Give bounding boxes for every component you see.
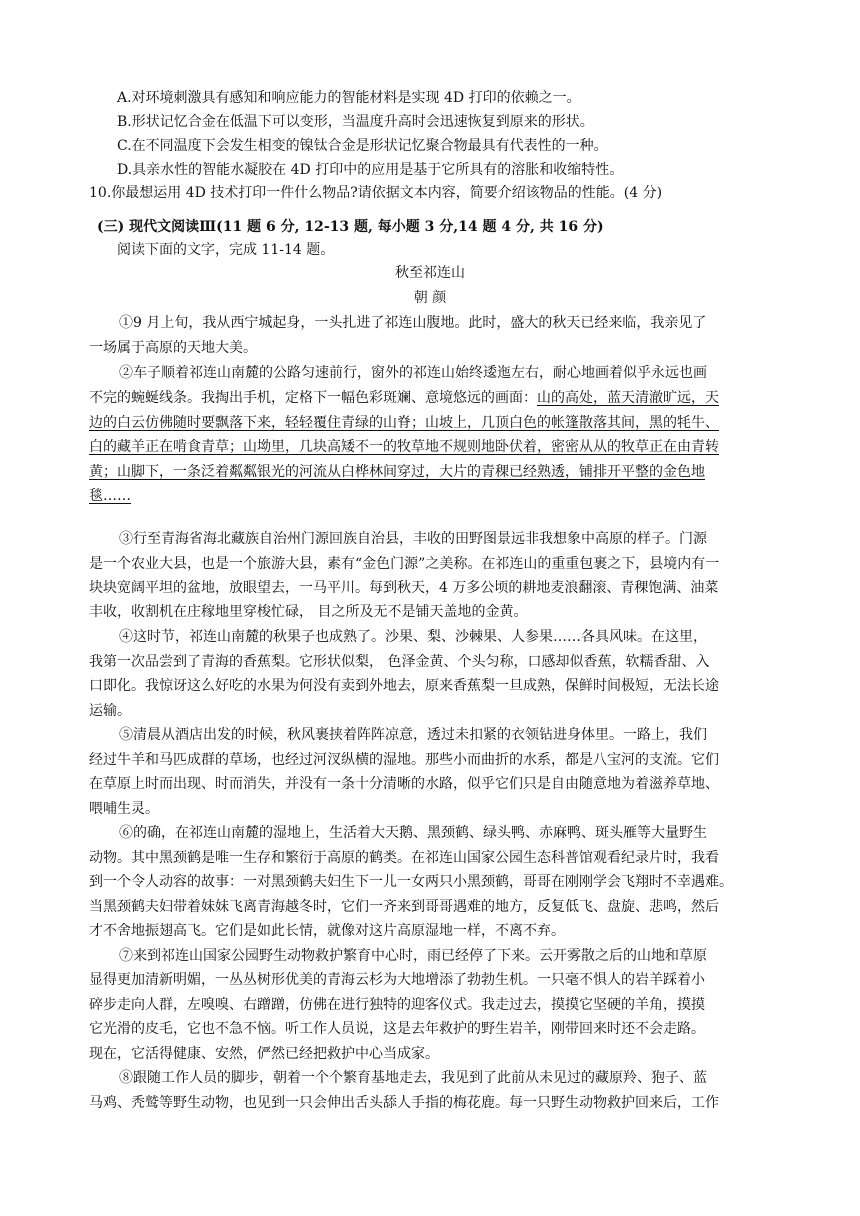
paragraph-6-line: 当黑颈鹤夫妇带着妹妹飞离青海越冬时，它们一齐来到哥哥遇难的地方，反复低飞、盘旋、悲鸣，然后 bbox=[89, 899, 719, 915]
paragraph-4-line: 运输。 bbox=[89, 703, 131, 719]
question-10: 10.你最想运用 4D 技术打印一件什么物品?请依据文本内容，简要介绍该物品的性能。(4 分) bbox=[89, 185, 663, 201]
instruction: 阅读下面的文字，完成 11-14 题。 bbox=[117, 242, 335, 258]
paragraph-2-line bbox=[89, 388, 719, 408]
paragraph-5-line: ⑤清晨从酒店出发的时候，秋风裹挟着阵阵凉意，透过未扣紧的衣领钻进身体里。一路上，我们 bbox=[119, 727, 707, 743]
paragraph-1-line: 一场属于高原的天地大美。 bbox=[89, 340, 257, 356]
option-a: A.对环境刺激具有感知和响应能力的智能材料是实现 4D 打印的依赖之一。 bbox=[117, 90, 581, 106]
paragraph-4-line: ④这时节，祁连山南麓的秋果子也成熟了。沙果、梨、沙棘果、人参果……各具风味。在这里， bbox=[119, 629, 707, 645]
paragraph-6-line: ⑥的确，在祁连山南麓的湿地上，生活着大天鹅、黑颈鹤、绿头鸭、赤麻鸭、斑头雁等大量野生 bbox=[119, 825, 707, 841]
paragraph-7-line: 显得更加清新明媚，一丛丛树形优美的青海云杉为大地增添了勃勃生机。一只毫不惧人的岩羊踩着小 bbox=[89, 972, 705, 988]
essay-title: 秋至祁连山 bbox=[395, 265, 465, 281]
option-c: C.在不同温度下会发生相变的镍钛合金是形状记忆聚合物最具有代表性的一种。 bbox=[117, 138, 608, 154]
paragraph-6-line: 到一个令人动容的故事：一对黑颈鹤夫妇生下一儿一女两只小黑颈鹤，哥哥在刚刚学会飞翔时不幸遇难。 bbox=[89, 874, 733, 890]
underlined-passage-line: 毯…… bbox=[89, 488, 131, 504]
option-d: D.具亲水性的智能水凝胶在 4D 打印中的应用是基于它所具有的溶胀和收缩特性。 bbox=[117, 162, 624, 178]
section-title: (三) 现代文阅读Ⅲ(11 题 6 分, 12-13 题, 每小题 3 分,14 题 4 分, 共 16 分) bbox=[97, 219, 604, 235]
paragraph-2-line: ②车子顺着祁连山南麓的公路匀速前行，窗外的祁连山始终逶迤左右，耐心地画着似乎永远也画 bbox=[119, 365, 707, 381]
paragraph-2-text: 不完的蜿蜒线条。我掏出手机，定格下一幅色彩斑斓、意境悠远的画面： bbox=[89, 390, 537, 406]
underlined-passage: 山的高处，蓝天清澈旷远，天 bbox=[537, 390, 719, 406]
paragraph-7-line: 它光滑的皮毛，它也不急不恼。听工作人员说，这是去年救护的野生岩羊，刚带回来时还不会走路。 bbox=[89, 1021, 705, 1037]
paragraph-4-line: 我第一次品尝到了青海的香蕉梨。它形状似梨， 色泽金黄、个头匀称，口感却似香蕉，软糯香甜、入 bbox=[89, 654, 710, 670]
paragraph-7-line: ⑦来到祁连山国家公园野生动物救护繁育中心时，雨已经停了下来。云开雾散之后的山地和草原 bbox=[119, 948, 707, 964]
paragraph-3-line: 是一个农业大县，也是一个旅游大县，素有“金色门源”之美称。在祁连山的重重包裹之下，县境内有一 bbox=[89, 556, 720, 572]
paragraph-3-line: 丰收，收割机在庄稼地里穿梭忙碌， 目之所及无不是铺天盖地的金黄。 bbox=[89, 604, 528, 620]
paragraph-5-line: 经过牛羊和马匹成群的草场，也经过河汊纵横的湿地。那些小而曲折的水系，都是八宝河的支流。它们 bbox=[89, 752, 719, 768]
paragraph-6-line: 才不舍地振翅高飞。它们是如此长情，就像对这片高原湿地一样，不离不弃。 bbox=[89, 923, 565, 939]
paragraph-6-line: 动物。其中黑颈鹤是唯一生存和繁衍于高原的鹤类。在祁连山国家公园生态科普馆观看纪录片时，我看 bbox=[89, 850, 719, 866]
paragraph-5-line: 喂哺生灵。 bbox=[89, 801, 159, 817]
paragraph-3-line: 块块宽阔平坦的盆地，放眼望去，一马平川。每到秋天，4 万多公顷的耕地麦浪翻滚、青稞饱满、油菜 bbox=[89, 580, 719, 596]
paragraph-7-line: 碎步走向人群，左嗅嗅、右蹭蹭，仿佛在进行独特的迎客仪式。我走过去，摸摸它坚硬的羊角，摸摸 bbox=[89, 997, 705, 1013]
paragraph-1-line: ①9 月上旬，我从西宁城起身，一头扎进了祁连山腹地。此时，盛大的秋天已经来临，我亲见了 bbox=[119, 315, 707, 331]
paragraph-4-line: 口即化。我惊讶这么好吃的水果为何没有卖到外地去，原来香蕉梨一旦成熟，保鲜时间极短，无法长途 bbox=[89, 678, 719, 694]
paragraph-3-line: ③行至青海省海北藏族自治州门源回族自治县，丰收的田野图景远非我想象中高原的样子。门源 bbox=[119, 531, 707, 547]
option-b: B.形状记忆合金在低温下可以变形，当温度升高时会迅速恢复到原来的形状。 bbox=[117, 114, 594, 130]
paragraph-5-line: 在草原上时而出现、时而消失，并没有一条十分清晰的水路，似乎它们只是自由随意地为着滋养草地、 bbox=[89, 776, 719, 792]
underlined-passage-line: 白的藏羊正在啃食青草；山坳里，几块高矮不一的牧草地不规则地卧伏着，密密从从的牧草正在由青转 bbox=[89, 439, 719, 455]
paragraph-8-line: ⑧跟随工作人员的脚步，朝着一个个繁育基地走去，我见到了此前从未见过的藏原羚、狍子、蓝 bbox=[119, 1070, 707, 1086]
paragraph-8-line: 马鸡、秃鹫等野生动物，也见到一只会伸出舌头舔人手指的梅花鹿。每一只野生动物救护回来后，工作 bbox=[89, 1095, 719, 1111]
paragraph-7-line: 现在，它活得健康、安然，俨然已经把救护中心当成家。 bbox=[89, 1046, 439, 1062]
underlined-passage-line: 黄；山脚下，一条泛着粼粼银光的河流从白桦林间穿过，大片的青稞已经熟透，铺排开平整的金色地 bbox=[89, 464, 705, 480]
essay-author: 朝 颜 bbox=[413, 290, 447, 306]
underlined-passage-line: 边的白云仿佛随时要飘落下来，轻轻覆住青绿的山脊；山坡上，几顶白色的帐篷散落其间，黑的牦牛、 bbox=[89, 415, 719, 431]
